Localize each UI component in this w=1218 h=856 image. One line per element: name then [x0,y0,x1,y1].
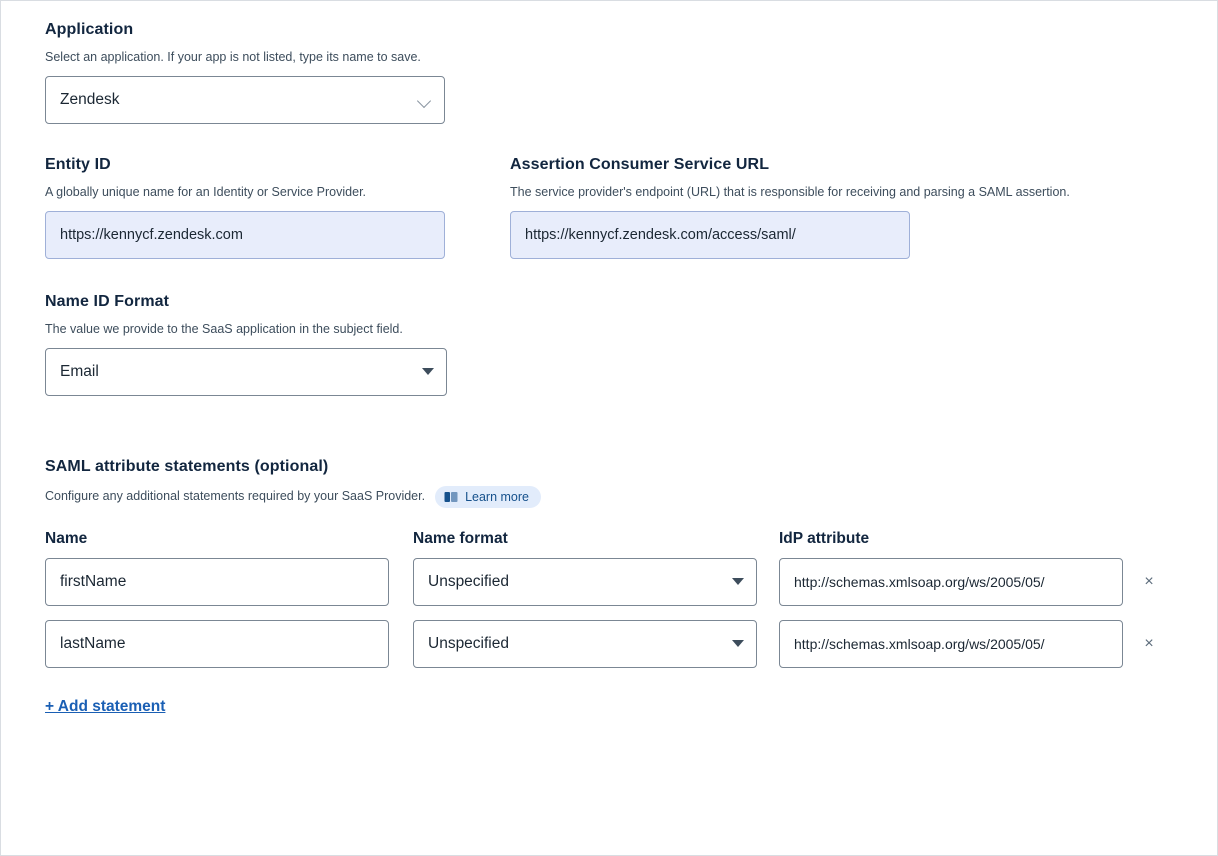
name-id-format-label: Name ID Format [45,292,170,310]
name-id-format-selected-value: Email [60,362,99,380]
acs-url-field-group [510,156,1175,259]
table-row [45,558,1175,606]
name-id-format-helper-text: The value we provide to the SaaS application in the subject field. [45,321,403,336]
close-icon[interactable]: × [1144,634,1154,652]
attribute-remove-cell [1129,574,1169,590]
application-select[interactable] [45,76,445,124]
attribute-name-input[interactable] [45,620,389,668]
attribute-name-format-select[interactable] [413,620,757,668]
saml-attribute-statements-section [45,458,1175,716]
attribute-idp-value: http://schemas.xmlsoap.org/ws/2005/05/ [794,635,1045,652]
attribute-idp-value: http://schemas.xmlsoap.org/ws/2005/05/ [794,573,1045,590]
saml-attributes-title: SAML attribute statements (optional) [45,457,329,475]
acs-url-label: Assertion Consumer Service URL [510,155,770,173]
attribute-name-format-value: Unspecified [428,572,509,590]
entity-id-label: Entity ID [45,155,111,173]
entity-id-value: https://kennycf.zendesk.com [60,226,243,243]
column-header-name: Name [45,529,88,547]
attribute-name-value: firstName [60,572,127,590]
entity-id-helper-text: A globally unique name for an Identity or Service Provider. [45,184,367,199]
chevron-down-icon [422,368,434,375]
saml-attributes-helper-text: Configure any additional statements required by your SaaS Provider. [45,489,426,504]
application-label: Application [45,21,134,38]
application-field-group [45,21,445,124]
acs-url-input[interactable] [510,211,910,259]
column-header-name-format: Name format [413,529,508,547]
name-id-format-field-group [45,293,1175,396]
attribute-name-value: lastName [60,634,126,652]
attribute-name-format-value: Unspecified [428,634,509,652]
attribute-name-input[interactable] [45,558,389,606]
attribute-idp-input[interactable] [779,558,1123,606]
entity-id-input[interactable] [45,211,445,259]
saml-attributes-table-header [45,530,1175,548]
table-row [45,620,1175,668]
attribute-name-format-select[interactable] [413,558,757,606]
learn-more-label: Learn more [465,489,530,504]
add-statement-link[interactable]: + Add statement [45,697,166,715]
attribute-idp-cell [779,558,1129,606]
saml-attributes-help-row [45,486,1175,508]
application-selected-value: Zendesk [60,90,120,108]
chevron-down-icon [732,578,744,585]
chevron-down-icon [732,640,744,647]
identifiers-row [45,156,1175,259]
attribute-name-cell [45,558,413,606]
entity-id-field-group [45,156,510,259]
name-id-format-select[interactable] [45,348,447,396]
attribute-idp-input[interactable] [779,620,1123,668]
learn-more-link[interactable] [435,486,541,508]
attribute-idp-cell [779,620,1129,668]
application-helper-text: Select an application. If your app is not listed, type its name to save. [45,50,421,64]
close-icon[interactable]: × [1144,572,1154,590]
acs-url-value: https://kennycf.zendesk.com/access/saml/ [525,226,796,243]
attribute-name-cell [45,620,413,668]
acs-url-helper-text: The service provider's endpoint (URL) that is responsible for receiving and parsing a SAML assertion. [510,184,1070,199]
book-icon [444,491,458,503]
attribute-remove-cell [1129,636,1169,652]
attribute-name-format-cell [413,620,779,668]
attribute-name-format-cell [413,558,779,606]
chevron-down-icon [418,93,432,107]
column-header-idp-attribute: IdP attribute [779,529,870,547]
